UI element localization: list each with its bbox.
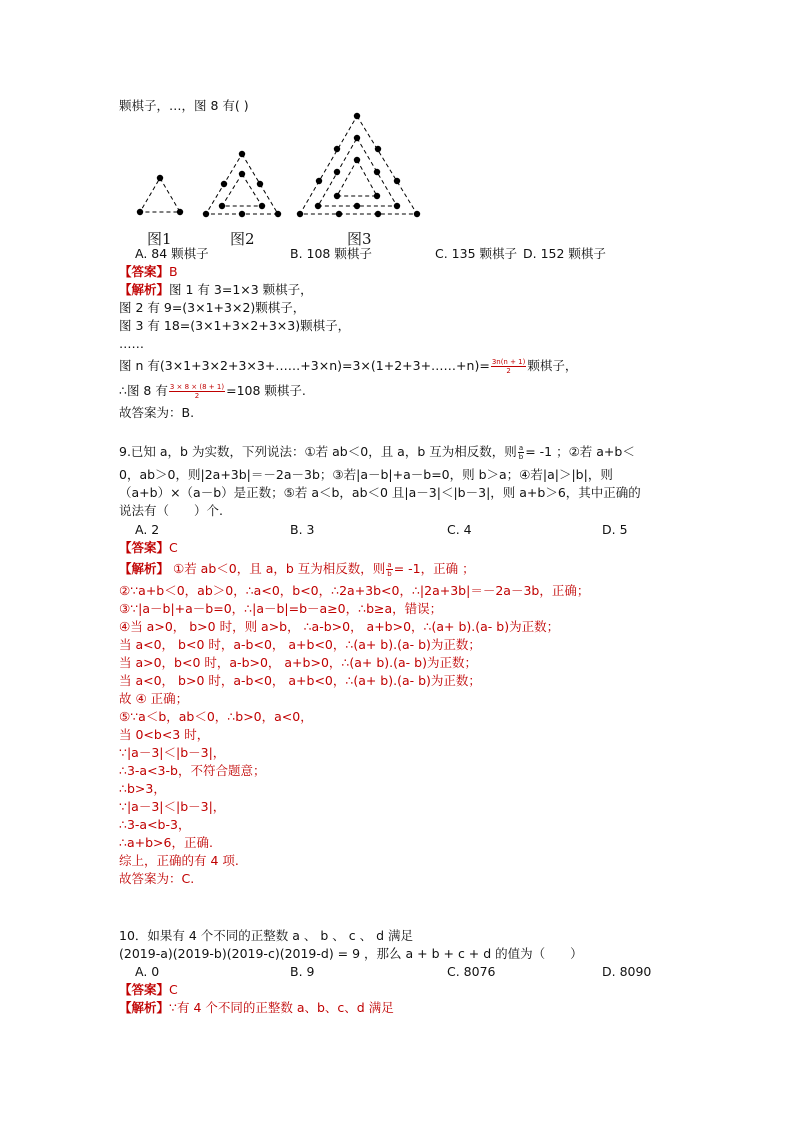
analysis-line: ∵|a－3|＜|b－3|， xyxy=(119,799,226,814)
triangle-outline xyxy=(300,116,417,214)
analysis-tag: 【解析】 xyxy=(119,282,170,297)
fraction-denominator: 2 xyxy=(194,392,200,400)
chess-piece-dot xyxy=(354,203,360,209)
analysis-line: ②∵a+b＜0，ab＞0，∴a<0，b<0，∴2a+3b<0，∴|2a+3b|＝－2a－3b，正确； xyxy=(119,583,590,598)
chess-piece-dot xyxy=(336,211,342,217)
chess-piece-dot xyxy=(315,203,321,209)
q8-answer xyxy=(119,263,178,281)
chess-piece-dot xyxy=(354,113,360,119)
analysis-line: 综上，正确的有 4 项. xyxy=(119,853,239,868)
chess-piece-dot xyxy=(177,209,183,215)
chess-piece-dot xyxy=(354,157,360,163)
analysis-line: ∴b>3， xyxy=(119,781,166,796)
chess-piece-dot xyxy=(275,211,281,217)
answer-value: C xyxy=(169,540,178,555)
q10-stem-1: 10．如果有 4 个不同的正整数 a 、 b 、 c 、 d 满足 xyxy=(119,928,413,943)
line-n-text: 图 n 有(3×1+3×2+3×3+……+3×n)=3×(1+2+3+……+n)= xyxy=(119,358,490,373)
q9-answer xyxy=(119,539,178,557)
analysis-line: ∴a+b>6，正确. xyxy=(119,835,213,850)
fraction-numerator: 3n(n + 1) xyxy=(491,358,526,366)
chess-piece-dot xyxy=(257,181,263,187)
chess-piece-dot xyxy=(334,193,340,199)
q8-choice-b: B. 108 颗棋子 xyxy=(290,246,372,261)
chess-piece-dot xyxy=(259,203,265,209)
q9-stem-2: 0，ab＞0，则|2a+3b|＝－2a－3b；③若|a－b|+a－b=0，则 b＞a；④若|a|＞|b|，则 xyxy=(119,467,613,482)
fraction xyxy=(386,561,392,578)
analysis-text: ①若 ab＜0，且 a，b 互为相反数，则 xyxy=(169,561,386,576)
analysis-line: ④当 a>0， b>0 时，则 a>b， ∴a-b>0， a+b>0，∴(a+ b).(a- b)为正数； xyxy=(119,619,560,634)
q9-choice-c: C. 4 xyxy=(447,522,472,537)
chess-piece-dot xyxy=(374,169,380,175)
analysis-text: 图 1 有 3=1×3 颗棋子， xyxy=(169,282,313,297)
q9-analysis-1 xyxy=(119,560,475,578)
q8-analysis-4: …… xyxy=(119,336,144,351)
chess-piece-dot xyxy=(375,146,381,152)
triangle-outline xyxy=(206,154,278,214)
q9-stem-4: 说法有（ ）个. xyxy=(119,503,223,518)
fraction-numerator: 3 × 8 × (8 + 1) xyxy=(169,383,225,391)
q10-answer xyxy=(119,981,178,999)
answer-value: B xyxy=(169,264,178,279)
q8-choice-c: C. 135 颗棋子 xyxy=(435,246,518,261)
stem-text: 9.已知 a，b 为实数，下列说法：①若 ab＜0，且 a，b 互为相反数，则 xyxy=(119,444,517,459)
continuation-line: 颗棋子，…，图 8 有( ) xyxy=(119,98,249,113)
triangle-outline xyxy=(222,174,262,206)
q9-choice-b: B. 3 xyxy=(290,522,315,537)
analysis-line: 当 0<b<3 时， xyxy=(119,727,210,742)
figure-caption-3: 图3 xyxy=(347,230,372,248)
q8-analysis-1 xyxy=(119,281,313,299)
chess-piece-dot xyxy=(414,211,420,217)
chess-piece-dot xyxy=(219,203,225,209)
figure-caption-1: 图1 xyxy=(147,230,172,248)
q9-choice-a: A. 2 xyxy=(135,522,160,537)
analysis-line: 故答案为：C. xyxy=(119,871,195,886)
analysis-line: 当 a<0， b<0 时，a-b<0， a+b<0，∴(a+ b).(a- b)为正数； xyxy=(119,637,481,652)
chess-piece-dot xyxy=(203,211,209,217)
answer-tag: 【答案】 xyxy=(119,264,170,279)
line-8-text-end: =108 颗棋子. xyxy=(226,383,306,398)
chess-piece-dot xyxy=(394,203,400,209)
q8-analysis-2: 图 2 有 9=(3×1+3×2)颗棋子， xyxy=(119,300,306,315)
fraction xyxy=(518,444,524,461)
fraction xyxy=(169,383,225,400)
figure-caption-2: 图2 xyxy=(230,230,255,248)
answer-tag: 【答案】 xyxy=(119,540,170,555)
triangle-outline xyxy=(318,138,397,206)
fraction-denominator: 2 xyxy=(506,367,511,375)
q8-choice-d: D. 152 颗棋子 xyxy=(523,246,606,261)
analysis-text-end: = -1，正确 ； xyxy=(393,561,475,576)
chess-piece-dot xyxy=(354,135,360,141)
q9-choice-d: D. 5 xyxy=(602,522,628,537)
q10-choice-c: C. 8076 xyxy=(447,964,496,979)
answer-tag: 【答案】 xyxy=(119,982,170,997)
triangle-outline xyxy=(337,160,377,196)
q8-analysis-8 xyxy=(119,382,306,400)
fraction xyxy=(491,358,527,375)
analysis-line: ∵|a－3|＜|b－3|， xyxy=(119,745,226,760)
q10-choice-a: A. 0 xyxy=(135,964,160,979)
chess-piece-dot xyxy=(239,211,245,217)
chess-piece-dot xyxy=(316,178,322,184)
analysis-line: 当 a<0， b>0 时，a-b<0， a+b<0，∴(a+ b).(a- b)为正数； xyxy=(119,673,481,688)
q8-conclusion: 故答案为：B. xyxy=(119,405,195,420)
analysis-text: ∵有 4 个不同的正整数 a、b、c、d 满足 xyxy=(169,1000,394,1015)
analysis-line: 当 a>0，b<0 时，a-b>0， a+b>0，∴(a+ b).(a- b)为正数； xyxy=(119,655,477,670)
analysis-line: ∴3-a<b-3， xyxy=(119,817,191,832)
analysis-line: 故 ④ 正确； xyxy=(119,691,189,706)
q8-choice-a: A. 84 颗棋子 xyxy=(135,246,209,261)
chess-piece-dot xyxy=(221,181,227,187)
analysis-line: ∴3-a<3-b，不符合题意； xyxy=(119,763,266,778)
q8-analysis-3: 图 3 有 18=(3×1+3×2+3×3)颗棋子， xyxy=(119,318,351,333)
chess-piece-dot xyxy=(375,211,381,217)
analysis-line: ⑤∵a＜b，ab＜0，∴b>0，a<0， xyxy=(119,709,313,724)
line-8-text: ∴图 8 有 xyxy=(119,383,168,398)
q10-choice-b: B. 9 xyxy=(290,964,315,979)
fraction-denominator: b xyxy=(387,570,392,578)
fraction-numerator: a xyxy=(518,444,524,452)
chess-piece-dot xyxy=(394,178,400,184)
chess-piece-dot xyxy=(334,169,340,175)
triangle-outline xyxy=(140,178,180,212)
line-n-text-end: 颗棋子， xyxy=(527,358,578,373)
chess-piece-dot xyxy=(334,146,340,152)
q9-stem-3: （a+b）×（a－b）是正数；⑤若 a＜b，ab＜0 且|a－3|＜|b－3|，则 a+b＞6，其中正确的 xyxy=(119,485,641,500)
answer-value: C xyxy=(169,982,178,997)
analysis-tag: 【解析】 xyxy=(119,561,170,576)
chess-piece-dot xyxy=(137,209,143,215)
chess-piece-dot xyxy=(374,193,380,199)
q10-stem-2: (2019-a)(2019-b)(2019-c)(2019-d) = 9 ，那么 a + b + c + d 的值为（ ） xyxy=(119,946,583,961)
stem-text-end: = -1 ；②若 a+b＜ xyxy=(525,444,635,459)
q10-analysis-1 xyxy=(119,999,394,1017)
analysis-tag: 【解析】 xyxy=(119,1000,170,1015)
fraction-numerator: a xyxy=(387,561,392,569)
q9-stem-1 xyxy=(119,443,635,461)
q10-choice-d: D. 8090 xyxy=(602,964,652,979)
chess-piece-dot xyxy=(239,171,245,177)
chess-piece-dot xyxy=(157,175,163,181)
analysis-line: ③∵|a－b|+a－b=0，∴|a－b|=b－a≥0，∴b≥a，错误； xyxy=(119,601,443,616)
q8-analysis-n xyxy=(119,357,577,375)
chess-piece-dot xyxy=(297,211,303,217)
triangle-dots-figure xyxy=(130,108,430,223)
fraction-denominator: b xyxy=(518,453,524,461)
chess-piece-dot xyxy=(239,151,245,157)
